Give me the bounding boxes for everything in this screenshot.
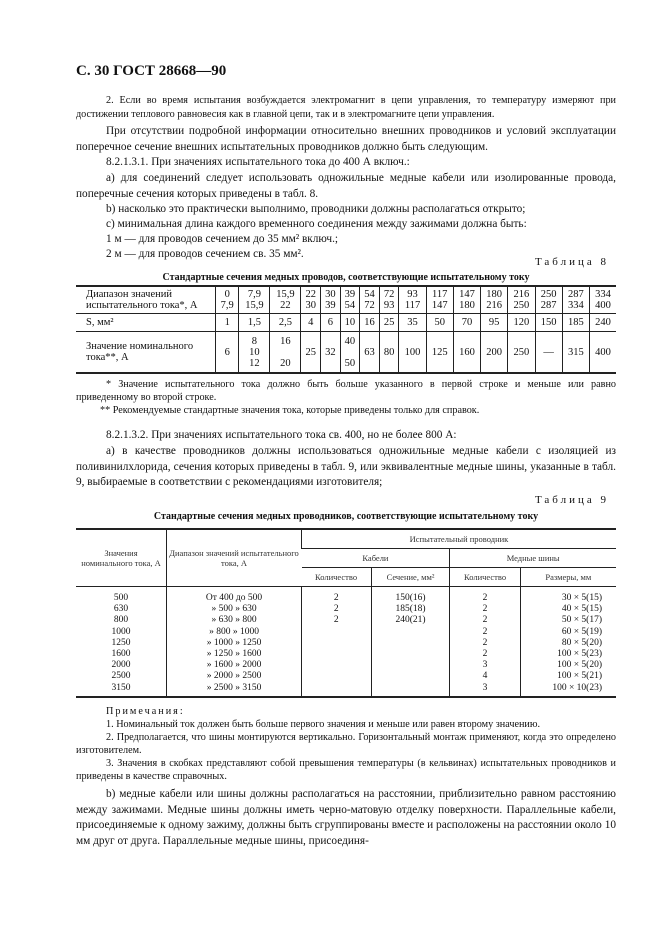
table8-cell: 7,9 15,9 <box>239 286 270 314</box>
table9-cell: 100 × 5(20) <box>520 660 616 671</box>
table9-cell <box>371 638 450 649</box>
table8-cell: 315 <box>562 332 589 374</box>
table-9 <box>76 528 616 698</box>
table9-header-qty-cables: Количество <box>302 568 372 587</box>
table9-row <box>76 683 616 697</box>
table9-cell: » 1600 » 2000 <box>167 660 302 671</box>
table9-header-bars: Медные шины <box>450 549 616 568</box>
table8-cell: 16 20 <box>270 332 301 374</box>
table9-cell: 2000 <box>111 660 131 671</box>
table8-label: Диапазон значений испытательного тока*, А <box>86 289 198 311</box>
table8-row-section <box>76 314 616 332</box>
table9-cell: 4 <box>450 671 520 682</box>
table8-cell: 25 <box>379 314 399 332</box>
table8-cell: 250 <box>508 332 535 374</box>
table8-cell: 95 <box>481 314 508 332</box>
table-8 <box>76 285 616 374</box>
table9-cell <box>302 649 372 660</box>
table9-row <box>76 627 616 638</box>
table9-cell <box>371 649 450 660</box>
table9-cell: 1250 <box>111 637 131 648</box>
table8-caption: Таблица 8 <box>534 256 609 268</box>
note-3: 3. Значения в скобках представляют собой превышения температуры (в кельвинах) испытательных проводников и приведены в качестве справочных. <box>76 758 616 782</box>
table8-cell: 16 <box>360 314 380 332</box>
table9-cell <box>371 671 450 682</box>
table9-header-conductor: Испытательный проводник <box>302 529 617 549</box>
table8-cell: 180 216 <box>481 286 508 314</box>
table9-cell: 800 <box>113 615 129 626</box>
table8-cell: 120 <box>508 314 535 332</box>
paragraph-item-b-2: b) медные кабели или шины должны располагаться на расстоянии, приблизительно равном расстоянию между зажимами. Медные шины должны иметь черно-матовую отделку поверхности. Параллельные кабели, присоединяемые к одному зажиму, должны быть сгруппированы вместе и расположены на расстоянии около 10 мм друг от друга. Параллельные медные шины, присоединя- <box>76 788 616 847</box>
table9-cell: » 500 » 630 <box>167 604 302 615</box>
table8-cell: 240 <box>589 314 616 332</box>
notes-title: Примечания: <box>106 706 185 717</box>
table9-cell: 2 <box>450 649 520 660</box>
table8-cell: 32 <box>321 332 341 374</box>
page-header: С. 30 ГОСТ 28668—90 <box>76 63 227 79</box>
table9-cell <box>371 660 450 671</box>
table9-cell: » 1000 » 1250 <box>167 638 302 649</box>
table8-cell: 72 93 <box>379 286 399 314</box>
paragraph-item-a-2: а) в качестве проводников должны использоваться одножильные медные кабели с изоляцией из поливинилхлорида, сечения которых приведены в табл. 9, или эквивалентные медные шины, указанные в табл. 9, выбираемые в соответствии с рекомендациями изготовителя; <box>76 445 616 488</box>
table9-cell: 100 × 5(21) <box>520 671 616 682</box>
table8-cell: 6 <box>321 314 341 332</box>
table8-cell: 334 400 <box>589 286 616 314</box>
table8-cell: 2,5 <box>270 314 301 332</box>
table9-cell <box>371 683 450 697</box>
table9-cell: 1600 <box>111 649 131 660</box>
table9-cell: 150(16) <box>371 587 450 605</box>
table8-label: S, мм² <box>76 314 216 332</box>
table9-cell: От 400 до 500 <box>167 587 302 605</box>
table9-cell: 2 <box>450 587 520 605</box>
table8-cell: 1 <box>216 314 239 332</box>
table8-cell: 8 10 12 <box>239 332 270 374</box>
table8-cell: 100 <box>399 332 426 374</box>
note-2: 2. Предполагается, что шины монтируются вертикально. Горизонтальный монтаж применяют, когда это определено изготовителем. <box>76 732 616 756</box>
table9-cell: 2 <box>450 615 520 626</box>
paragraph-2m: 2 м — для проводов сечением св. 35 мм². <box>106 248 304 260</box>
table9-cell <box>302 638 372 649</box>
table8-cell: 150 <box>535 314 562 332</box>
table9-cell: 60 × 5(19) <box>520 627 616 638</box>
table8-footnote-1: * Значение испытательного тока должно быть больше указанного в первой строке и меньше или равно приведенному во второй строке. <box>76 379 616 403</box>
table9-caption: Таблица 9 <box>534 494 609 506</box>
table9-cell: 1000 <box>111 626 131 637</box>
table9-row <box>76 671 616 682</box>
table9-cell <box>302 627 372 638</box>
table8-cell: 70 <box>453 314 480 332</box>
table9-cell: 2 <box>450 604 520 615</box>
table9-header-cables: Кабели <box>302 549 450 568</box>
table8-cell: 160 <box>453 332 480 374</box>
table9-row <box>76 604 616 615</box>
table9-cell: 100 × 10(23) <box>520 683 616 697</box>
table9-header-nominal: Значения номинального тока, А <box>76 529 167 587</box>
table9-cell <box>302 683 372 697</box>
table8-label: Значение номинального тока**, А <box>86 341 194 363</box>
table8-row-range <box>76 286 616 314</box>
table9-cell: 630 <box>113 604 129 615</box>
table9-cell: 3 <box>450 660 520 671</box>
table9-cell: 2 <box>302 587 372 605</box>
table8-cell: 54 72 <box>360 286 380 314</box>
table8-cell: 147 180 <box>453 286 480 314</box>
table9-row <box>76 660 616 671</box>
paragraph-intro: При отсутствии подробной информации относительно внешних проводников и условий эксплуатации поперечное сечение внешних испытательных проводников должно быть следующим. <box>76 125 616 153</box>
table9-title: Стандартные сечения медных проводников, соответствующие испытательному току <box>153 511 539 522</box>
table8-cell: 25 <box>301 332 321 374</box>
table8-cell: 39 54 <box>340 286 360 314</box>
table8-cell: 185 <box>562 314 589 332</box>
table9-cell: 185(18) <box>371 604 450 615</box>
table9-cell: 240(21) <box>371 615 450 626</box>
table9-cell: 2 <box>302 604 372 615</box>
table8-footnote-2: ** Рекомендуемые стандартные значения тока, которые приведены только для справок. <box>100 405 480 416</box>
table8-cell: — <box>535 332 562 374</box>
table9-header-size: Размеры, мм <box>520 568 616 587</box>
table9-cell: 2 <box>302 615 372 626</box>
table8-cell: 93 117 <box>399 286 426 314</box>
table9-cell: » 630 » 800 <box>167 615 302 626</box>
table9-cell: 100 × 5(23) <box>520 649 616 660</box>
table9-cell: 40 × 5(15) <box>520 604 616 615</box>
table9-cell: » 1250 » 1600 <box>167 649 302 660</box>
table8-cell: 4 <box>301 314 321 332</box>
paragraph-item-c: c) минимальная длина каждого временного соединения между зажимами должна быть: <box>106 218 527 230</box>
table9-cell <box>371 627 450 638</box>
table9-cell: 2 <box>450 627 520 638</box>
paragraph-8-2-1-3-1: 8.2.1.3.1. При значениях испытательного тока до 400 А включ.: <box>106 156 410 168</box>
table9-cell <box>302 660 372 671</box>
table9-cell: 50 × 5(17) <box>520 615 616 626</box>
table9-row <box>76 615 616 626</box>
table9-row <box>76 638 616 649</box>
paragraph-1m: 1 м — для проводов сечением до 35 мм² включ.; <box>106 233 339 245</box>
table8-cell: 125 <box>426 332 453 374</box>
table8-cell: 80 <box>379 332 399 374</box>
paragraph-8-2-1-3-2: 8.2.1.3.2. При значениях испытательного тока св. 400, но не более 800 А: <box>106 429 457 441</box>
table8-cell: 287 334 <box>562 286 589 314</box>
paragraph-item-a: а) для соединений следует использовать одножильные медные кабели или изолированные провода, поперечные сечения которых приведены в табл. 8. <box>76 172 616 200</box>
paragraph-item-b: b) насколько это практически выполнимо, проводники должны располагаться открыто; <box>106 203 526 215</box>
table9-cell: 3150 <box>111 682 131 693</box>
table8-row-nominal <box>76 332 616 374</box>
table8-cell: 15,9 22 <box>270 286 301 314</box>
table9-row <box>76 587 616 605</box>
table8-cell: 250 287 <box>535 286 562 314</box>
table8-cell: 216 250 <box>508 286 535 314</box>
table8-cell: 30 39 <box>321 286 341 314</box>
table8-cell: 0 7,9 <box>216 286 239 314</box>
table9-header-qty-bars: Количество <box>450 568 520 587</box>
table9-cell: 2500 <box>111 671 131 682</box>
note-1: 1. Номинальный ток должен быть больше первого значения и меньше или равен второму значению. <box>106 719 541 730</box>
table9-cell: 80 × 5(20) <box>520 638 616 649</box>
table8-title: Стандартные сечения медных проводов, соответствующие испытательному току <box>162 272 530 283</box>
table9-header-range: Диапазон значений испытательного тока, А <box>167 529 302 587</box>
table8-cell: 400 <box>589 332 616 374</box>
table8-cell: 50 <box>426 314 453 332</box>
table9-cell: » 2500 » 3150 <box>167 683 302 697</box>
table8-cell: 200 <box>481 332 508 374</box>
table8-cell: 117 147 <box>426 286 453 314</box>
table9-cell: » 2000 » 2500 <box>167 671 302 682</box>
table8-cell: 1,5 <box>239 314 270 332</box>
table8-cell: 35 <box>399 314 426 332</box>
table9-cell: 3 <box>450 683 520 697</box>
table9-cell <box>302 671 372 682</box>
table8-cell: 6 <box>216 332 239 374</box>
paragraph-note-2: 2. Если во время испытания возбуждается электромагнит в цепи управления, то температуру измеряют при достижении теплового равновесия как в главной цепи, так и в электромагните цепи управления. <box>76 95 616 120</box>
table9-cell: » 800 » 1000 <box>167 627 302 638</box>
table8-cell: 10 <box>340 314 360 332</box>
table9-header-section: Сечение, мм² <box>371 568 450 587</box>
table8-cell: 22 30 <box>301 286 321 314</box>
table9-cell: 30 × 5(15) <box>520 587 616 605</box>
table9-row <box>76 649 616 660</box>
table8-cell: 40 50 <box>340 332 360 374</box>
table9-cell: 2 <box>450 638 520 649</box>
table8-cell: 63 <box>360 332 380 374</box>
table9-cell: 500 <box>113 593 129 603</box>
